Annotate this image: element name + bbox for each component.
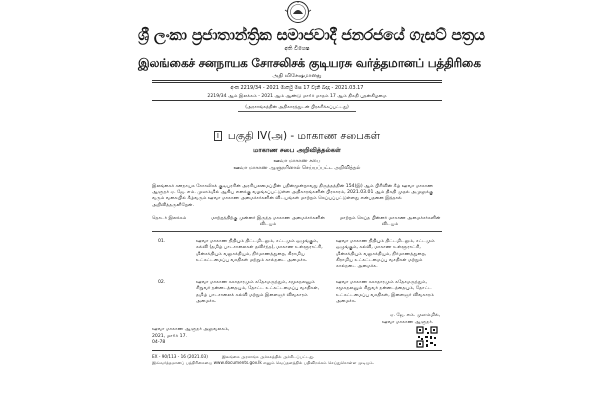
table-row-number: 02. (158, 280, 166, 285)
part-box: I (214, 131, 222, 141)
column-header-previous: மாற்றத்திற்கு முன்னர் இருந்த மாகாண அமைச்சர்களின் விடயம் (211, 216, 325, 227)
council-name: ஊவா மாகாண சபை (273, 158, 321, 164)
qr-code-icon (416, 326, 438, 348)
office-address: ஊவா மாகாண ஆளுநர் அலுவலகம், (152, 327, 230, 332)
column-header-changed: மாற்றம் செய்த பின்னர் மாகாண அமைச்சர்களின் விடயம் (339, 216, 441, 227)
gazette-number-line-tamil: 2219/34 ஆம் இலக்கம் - 2021 ஆம் ஆண்டு மாா்ச் மாதம் 17 ஆம் திகதி புதன்கிழமை (207, 94, 387, 99)
footer-rule (152, 350, 442, 351)
header-rule (152, 82, 442, 83)
print-code: EX - 90/113 - 16 (2021.03) (152, 354, 208, 359)
notice-title: ஊவா மாகாண ஆளுநரினால் செய்யப்பட்ட அறிவித்தல் (233, 165, 361, 171)
table-cell-changed: ஊவா மாகாண நிதியும் திட்டமிடலும், சட்டமும் ஒழுங்கும், கல்வி, மாகாண உள்ளூராட்சி, மின்சக்தியும் வலுசக்தியும், நிர்மாணத்துறை, கிராமிய உட்கட்டமைப்பு வசதிகள் மற்றும் கால்நடை அமைச்சு. (336, 239, 435, 270)
column-header-serial: தொடர் இலக்கம் (152, 216, 187, 221)
issue-date: 2021, மாா்ச் 17. (152, 334, 187, 339)
footer-notes (152, 354, 442, 366)
download-note: இவ்வர்த்தமானப் பத்திரிகையை www.documents.gov.lk எனும் வெப்தளத்தில் பதிவிறக்கம் செய்துகொள்ள முடியும். (152, 360, 375, 365)
gazette-title-tamil: இலங்கைச் சனநாயக சோசலிசக் குடியரசு வர்த்தமானப் பத்திரிகை (138, 56, 481, 70)
table-row-number: 01. (158, 239, 166, 244)
publication-note: (அரசாங்கத்தின் அதிகாரத்துடன் பிரசுரிக்கப்பட்டது) (245, 105, 349, 110)
table-cell-previous: ஊவா மாகாண சுகாதாரமும் சுதேசமருந்தும், சமூகநலனும் சிறுவர் நன்னடத்தையும், தோட்ட உட்கட்டமைப்பு வசதிகள், தமிழ் பாடசாலைக் கல்வி மற்றும் இளைஞர் விவகாரம் அமைச்சு. (196, 280, 320, 304)
printer-note: இலங்கை அரசாங்க அச்சகத்தில் அச்சிடப்பட்டது. (221, 354, 315, 359)
intro-paragraph: இலங்கைச் சனநாயக சோசலிசக் குடியரசின் அரசியலமைப்பின் பதின்மூன்றாவது திருத்தத்தின் 154(இ) ஆம் பிரிவின் கீழ் ஊவா மாகாண ஆளுநர் ஏ. ஜே. எம். முஸம்மில் ஆகிய எனக்கு வழங்கப்பட்டுள்ள அதிகாரங்களின் பிரகாரம், 2021.03.01 ஆம் திகதி முதல் அமுலுக்கு வரும் வகையில் கீழ்வரும் ஊவா மாகாண அமைச்சர்களின் விடயங்கள் மாற்றம் செய்யப்பட்டுள்ளது என்பதனை இத்தால் அறிவித்தருளிறேன். (152, 184, 434, 208)
gazette-page (138, 0, 485, 400)
gazette-number-line: අංක 2219/34 - 2021 මාර්තු මස 17 වැනි බදාදා - 2021.03.17 (230, 85, 364, 91)
extraordinary-label-sinhala: අති විශෙෂ (284, 46, 310, 52)
header-rule (152, 80, 442, 81)
table-cell-changed: ஊவா மாகாண சுகாதாரமும் சுதேசமருந்தும், சமூகநலனும் சிறுவர் நன்னடத்தையும், தோட்ட உட்கட்டமைப்பு வசதிகள், இளைஞர் விவகாரம் அமைச்சு. (336, 280, 434, 304)
divider (238, 111, 356, 112)
gazette-title-sinhala: ශ්‍රී ලංකා ප්‍රජාතාන්ත්‍රික සමාජවාදී ජනරජයේ ගැසට් පත්‍රය (138, 25, 485, 44)
part-label: பகுதி IV(அ) - மாகாண சபைகள் (227, 130, 381, 142)
signatory-title: ஊவா மாகாண ஆளுநர். (382, 320, 434, 325)
part-heading (138, 130, 456, 143)
section-heading: மாகாண சபை அறிவித்தல்கள் (253, 146, 341, 154)
emblem-icon (284, 0, 312, 24)
extraordinary-label-tamil: அதி விசேஷமானது (272, 73, 322, 79)
table-header-rule (152, 231, 442, 232)
signatory-name: ஏ. ஜே. எம். முஸம்மில், (390, 313, 441, 318)
table-cell-previous: ஊவா மாகாண நிதியும் திட்டமிடலும், சட்டமும் ஒழுங்கும், கல்வி (தமிழ் பாடசாலைகள் தவிர்ந்த), மாகாண உள்ளூராட்சி, மின்சக்தியும் வலுசக்தியும், நிர்மாணத்துறை, கிராமிய உட்கட்டமைப்பு வசதிகள் மற்றும் கால்நடை அமைச்சு. (196, 239, 323, 263)
reference-number: 04-78 (152, 340, 166, 345)
divider (152, 100, 442, 101)
